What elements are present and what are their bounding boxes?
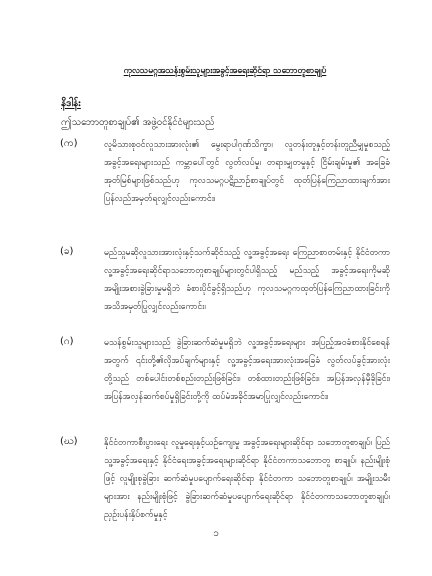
preamble-heading: နိဒါန်း (61, 98, 81, 109)
clause-label: (က) (60, 138, 78, 149)
clause-label: (ဂ) (60, 336, 74, 347)
clause-label: (ဃ) (60, 436, 78, 447)
clause-text: လူမိသားစုဝင်လူသားအားလုံး၏ မွေးရာပါဂုဏ်သိက္ခာ၊ လူတန်းတူနှင့်တန်းတူညီမျှမှုစသည့် အခွင့်အရေးများသည် ကမ္ဘာပေါ်တွင် လွတ်လပ်မှု၊ တရားမျှတမှုနှင့် ငြိမ်းချမ်းမှု၏ အခြေခံအုတ်မြစ်များဖြစ်သည်ဟု ကုလသမဂ္ဂပဋိညာဉ်စာချုပ်တွင် ထုတ်ပြန်ကြေညာထားချက်အား ပြန်လည်အမှတ်ရလျှင်လည်းကောင်း၊ (104, 140, 390, 204)
clause-text: မသန်စွမ်းသူများသည် ခွဲခြားဆက်ဆံမှုမရှိဘဲ လူ့အခွင့်အရေးများ အပြည့်အဝခံစားနိုင်စေရန်အတွက် ၎င်းတို့၏လိုအပ်ချက်များနှင့် လူ့အခွင့်အရေးအားလုံးအခြေခံ လွတ်လပ်ခွင့်အားလုံးတို့သည် တစ်ပေါင်းတစ်စည်းတည်းဖြစ်ခြင်း၊ တစ်ထားတည်းဖြစ်ခြင်း၊ အပြန်အလှန်မှီခိုခြင်း၊ အပြန်အလှန်ဆက်စပ်မှုရှိခြင်းတို့ကို ထပ်မံအခိုင်အမာပြုလျှင်လည်းကောင်း၊ (104, 338, 390, 402)
document-title: ကုလသမဂ္ဂအသန်းစွမ်းသူများအခွင့်အရေးဆိုင်ရာ သဘောတူစာချုပ် (123, 66, 327, 76)
clause-text: မည်သူမဆိုလူသားအားလုံးနှင့်သက်ဆိုင်သည့် လူ့အခွင့်အရေး ကြေညာစာတမ်းနှင့် နိုင်ငံတကာ လူ့အခွင့်အရေးဆိုင်ရာသဘောတူစာချုပ်များတွင်ပါရှိသည့် မည်သည့် အခွင့်အရေးကိုမဆို အမျိုးအစားခွဲခြားမှုမရှိဘဲ ခံစားပိုင်ခွင့်ရှိသည်ဟု ကုလသမဂ္ဂကထုတ်ပြန်ကြေညာထားခြင်းကို အသိအမှတ်ပြုလျှင်လည်းကောင်း၊ (104, 248, 390, 312)
clause-text: နိုင်ငံတကာစီးပွားရေး လူမှုရေးနှင့်ယဉ်ကျေးမှု အခွင့်အရေးများဆိုင်ရာ သဘောတူစာချုပ်၊ ပြည်သူ့အခွင့်အရေးနှင့် နိုင်ငံရေးအခွင့်အရေးများဆိုင်ရာ နိုင်ငံတကာသဘောတူ စာချုပ်၊ နည်းမျိုးစုံဖြင့် လူမျိုးစုခွဲခြား ဆက်ဆံမှုပပျောက်ရေးဆိုင်ရာ နိုင်ငံတကာ သဘောတူစာချုပ်၊ အမျိုးသမီးများအား နည်းမျိုးစုံဖြင့် ခွဲခြားဆက်ဆံမှုပပျောက်ရေးဆိုင်ရာ နိုင်ငံတကာသဘောတူစာချုပ်၊ ညှဉ်းပန်းနှိပ်စက်မှုနှင့် (104, 438, 390, 520)
page-number: ၁ (213, 528, 219, 539)
preamble-intro: ဤသဘောတူစာချုပ်၏ အဖွဲ့ဝင်နိုင်ငံများသည် (61, 117, 215, 128)
clause-label: (ခ) (60, 246, 74, 257)
